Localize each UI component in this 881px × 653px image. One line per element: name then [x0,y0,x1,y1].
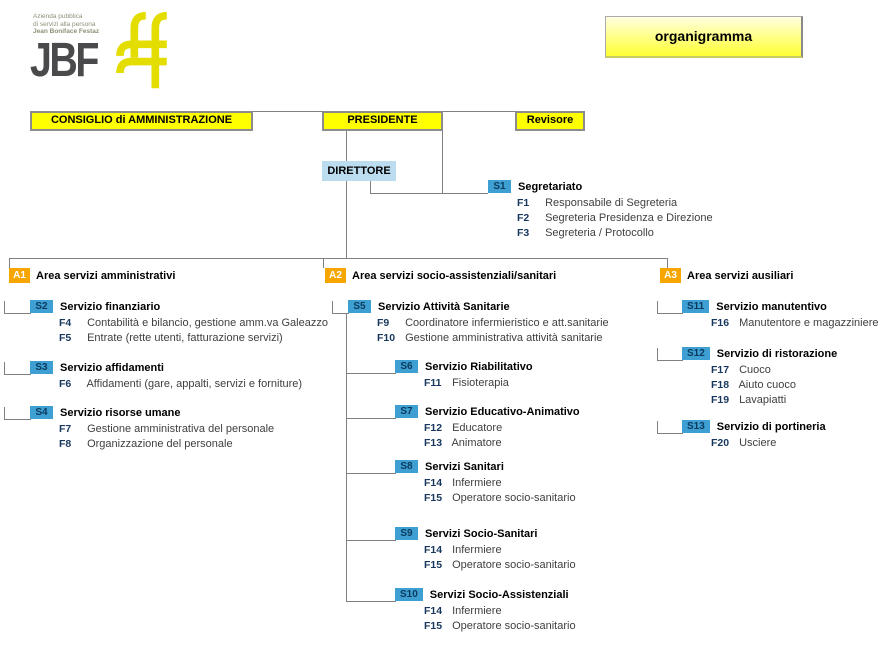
function-label: Cuoco [739,364,771,376]
connector-line [667,258,668,268]
service-functions [30,316,328,346]
service-block [395,588,576,634]
function-code: F15 [424,620,443,632]
area-title: Area servizi amministrativi [36,269,176,282]
function-label: Animatore [451,437,502,449]
area-code-badge: A2 [325,268,346,283]
function-label: Responsabile di Segreteria [545,197,678,209]
logo-tagline-line: di servizi alla persona [33,20,96,28]
function-row [30,377,302,392]
function-label: Coordinatore infermieristico e att.sanitarie [405,317,609,329]
service-block [30,361,302,392]
area-header-a3 [660,268,793,283]
function-row [682,393,837,408]
service-code-badge: S13 [682,420,710,433]
service-block [30,300,328,346]
service-functions [682,436,826,451]
function-row [682,316,878,331]
service-functions [682,363,837,408]
service-title: Servizio manutentivo [716,300,827,313]
connector-line [442,130,443,193]
service-title: Servizio risorse umane [60,406,181,419]
function-label: Organizzazione del personale [87,438,233,450]
logo-tagline [33,13,112,36]
function-label: Infermiere [452,544,502,556]
connector-elbow [332,301,349,314]
service-block [395,360,533,391]
function-code: F4 [59,317,72,329]
connector-elbow [346,406,396,419]
function-label: Infermiere [452,477,502,489]
function-row [395,491,576,506]
service-title: Servizio Riabilitativo [425,360,533,373]
function-row [348,316,609,331]
service-block [395,460,576,506]
area-title: Area servizi ausiliari [687,269,794,282]
function-code: F1 [517,197,530,209]
service-code-badge: S7 [395,405,418,418]
function-label: Operatore socio-sanitario [452,492,576,504]
function-code: F2 [517,212,530,224]
service-block [488,180,713,241]
page-title: organigramma [605,16,803,58]
function-code: F14 [424,477,443,489]
service-functions [395,376,533,391]
service-code-badge: S4 [30,406,53,419]
area-header-a1 [9,268,175,283]
connector-elbow [657,348,683,361]
function-label: Segreteria / Protocollo [545,227,654,239]
connector-elbow [346,361,396,374]
function-label: Contabilità e bilancio, gestione amm.va Galeazzo [87,317,328,329]
service-block [30,406,274,452]
function-code: F3 [517,227,530,239]
service-functions [395,421,580,451]
service-title: Servizio di portineria [716,420,826,433]
service-block [395,527,576,573]
function-row [30,316,328,331]
service-functions [395,476,576,506]
function-code: F10 [377,332,396,344]
service-functions [348,316,609,346]
function-label: Entrate (rette utenti, fatturazione servizi) [87,332,283,344]
logo-tagline-line: Jean Boniface Festaz [33,28,100,35]
function-row [488,211,713,226]
connector-line [253,111,322,112]
service-block [395,405,580,451]
function-row [30,437,274,452]
function-code: F5 [59,332,72,344]
function-label: Lavapiatti [739,394,787,406]
service-title: Segretariato [518,180,583,193]
service-title: Servizio finanziario [60,300,161,313]
board-box-revisore: Revisore [515,111,585,131]
service-title: Servizio di ristorazione [716,347,838,360]
function-label: Educatore [452,422,503,434]
service-title: Servizio Educativo-Animativo [425,405,580,418]
connector-elbow [346,589,396,602]
service-title: Servizi Socio-Sanitari [425,527,538,540]
function-row [682,436,826,451]
function-row [348,331,609,346]
function-label: Usciere [739,437,777,449]
function-code: F17 [711,364,730,376]
function-label: Aiuto cuoco [738,379,796,391]
function-code: F18 [711,379,730,391]
service-code-badge: S9 [395,527,418,540]
function-row [395,376,533,391]
connector-line [346,130,347,161]
function-row [30,422,274,437]
service-title: Servizio Attività Sanitarie [378,300,510,313]
connector-elbow [4,362,31,375]
service-code-badge: S2 [30,300,53,313]
service-functions [395,543,576,573]
function-code: F15 [424,559,443,571]
area-code-badge: A1 [9,268,30,283]
function-code: F14 [424,544,443,556]
function-row [488,226,713,241]
service-functions [488,196,713,241]
function-label: Affidamenti (gare, appalti, servizi e forniture) [86,378,303,390]
jbf-logo [30,10,168,94]
function-code: F16 [711,317,730,329]
function-label: Operatore socio-sanitario [452,559,576,571]
connector-line [370,181,371,193]
connector-elbow [346,528,396,541]
function-code: F19 [711,394,730,406]
service-block [682,347,837,408]
service-code-badge: S6 [395,360,418,373]
function-row [395,543,576,558]
connector-elbow [4,407,31,420]
function-label: Segreteria Presidenza e Direzione [545,212,713,224]
service-code-badge: S12 [682,347,710,360]
function-row [682,363,837,378]
function-row [395,436,580,451]
connector-elbow [657,301,683,314]
board-box-presidente: PRESIDENTE [322,111,443,131]
connector-line [346,313,347,601]
service-functions [395,604,576,634]
function-code: F20 [711,437,730,449]
service-block [682,300,878,331]
function-code: F11 [424,377,442,389]
board-box-consiglio: CONSIGLIO di AMMINISTRAZIONE [30,111,253,131]
service-functions [682,316,878,331]
connector-elbow [346,461,396,474]
connector-line [323,258,324,268]
function-code: F12 [424,422,443,434]
connector-line [370,193,488,194]
function-label: Fisioterapia [452,377,509,389]
function-label: Infermiere [452,605,502,617]
service-code-badge: S8 [395,460,418,473]
function-row [395,558,576,573]
connector-elbow [4,301,31,314]
connector-elbow [657,421,683,434]
service-title: Servizi Sanitari [425,460,504,473]
function-row [395,421,580,436]
area-title: Area servizi socio-assistenziali/sanitari [352,269,557,282]
service-block [348,300,609,346]
area-header-a2 [325,268,556,283]
logo-tagline-line: Azienda pubblica [33,13,83,20]
logo-text: JBF [30,33,97,87]
service-code-badge: S10 [395,588,423,601]
function-label: Gestione amministrativa del personale [87,423,275,435]
function-row [488,196,713,211]
direttore-box: DIRETTORE [322,161,396,181]
connector-line [9,258,10,268]
function-code: F14 [424,605,443,617]
function-row [682,378,837,393]
function-label: Operatore socio-sanitario [452,620,576,632]
service-title: Servizi Socio-Assistenziali [429,588,569,601]
function-code: F7 [59,423,72,435]
function-row [395,619,576,634]
function-row [395,476,576,491]
jbf-hash-mark-icon [114,10,168,94]
service-functions [30,377,302,392]
function-label: Manutentore e magazziniere [739,317,879,329]
function-code: F8 [59,438,72,450]
service-title: Servizio affidamenti [60,361,164,374]
function-code: F9 [377,317,390,329]
service-code-badge: S3 [30,361,53,374]
service-block [682,420,826,451]
connector-line [9,258,668,259]
function-row [30,331,328,346]
function-code: F13 [424,437,443,449]
connector-line [346,181,347,258]
service-code-badge: S11 [682,300,709,313]
connector-line [443,111,515,112]
area-code-badge: A3 [660,268,681,283]
service-code-badge: S5 [348,300,371,313]
function-row [395,604,576,619]
function-code: F15 [424,492,443,504]
service-code-badge: S1 [488,180,511,193]
function-label: Gestione amministrativa attività sanitarie [405,332,603,344]
service-functions [30,422,274,452]
function-code: F6 [59,378,72,390]
